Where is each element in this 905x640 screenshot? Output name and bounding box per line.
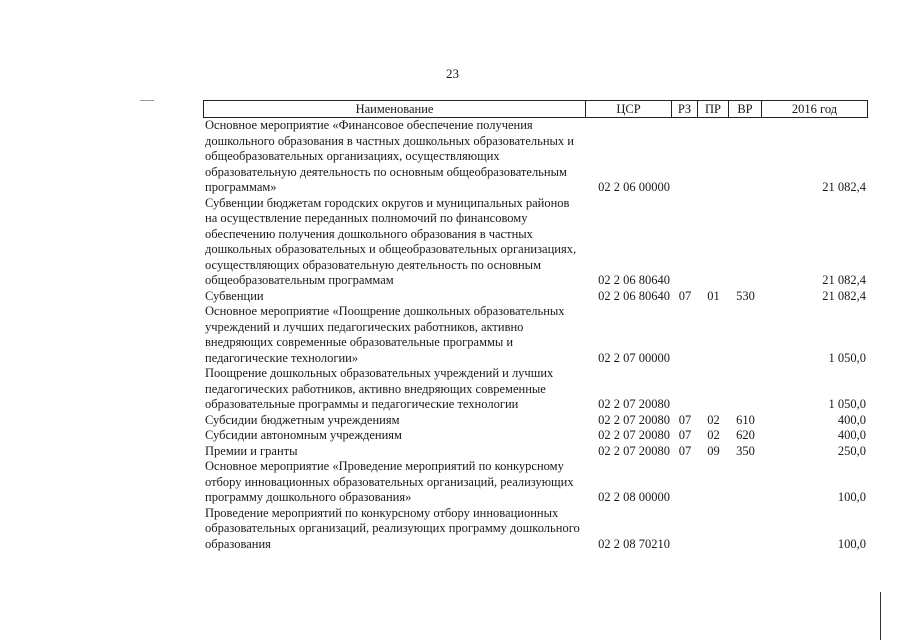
row-name: Субсидии автономным учреждениям bbox=[205, 428, 402, 442]
page-number: 23 bbox=[446, 66, 459, 81]
row-amount: 1 050,0 bbox=[828, 397, 866, 411]
row-name: Основное мероприятие «Финансовое обеспечение получения дошкольного образования в частных дошкольных образовательных и общеобразовательных организациях, осуществляющих образовательную деятельность по основным общеобразовательным программам» bbox=[205, 118, 574, 194]
row-rz: 07 bbox=[678, 412, 692, 427]
row-amount: 1 050,0 bbox=[828, 350, 866, 365]
row-rz: 07 bbox=[678, 443, 692, 458]
row-rz: 07 bbox=[678, 428, 692, 442]
row-name: Субвенции бюджетам городских округов и муниципальных районов на осуществление переданных полномочий по финансовому обеспечению получения дошкольного образования в частных дошкольных образовательных и общеобразовательных организациях, осуществляющих образовательную деятельность по основным общеобразовательным программам bbox=[205, 195, 577, 287]
row-vr: 350 bbox=[736, 443, 755, 458]
row-name: Проведение мероприятий по конкурсному отбору инновационных образовательных организаций, реализующих программу дошкольного образования bbox=[205, 505, 580, 551]
row-amount: 400,0 bbox=[837, 428, 866, 442]
row-csr: 02 2 07 20080 bbox=[598, 412, 670, 427]
row-amount: 100,0 bbox=[837, 490, 866, 504]
row-csr: 02 2 07 20080 bbox=[598, 443, 670, 458]
row-pr: 02 bbox=[707, 412, 720, 427]
row-vr: 620 bbox=[736, 428, 755, 442]
row-amount: 400,0 bbox=[837, 412, 866, 427]
row-csr: 02 2 07 20080 bbox=[598, 397, 670, 411]
page-edge-line bbox=[880, 592, 881, 640]
row-name: Субсидии бюджетным учреждениям bbox=[205, 412, 400, 427]
row-csr: 02 2 07 20080 bbox=[598, 428, 670, 442]
header-rz: РЗ bbox=[672, 100, 698, 118]
header-vr: ВР bbox=[729, 100, 762, 118]
header-name: Наименование bbox=[203, 100, 586, 118]
row-pr: 09 bbox=[707, 443, 720, 458]
row-amount: 250,0 bbox=[837, 443, 866, 458]
row-name: Основное мероприятие «Проведение мероприятий по конкурсному отбору инновационных образовательных организаций, реализующих программу дошкольного образования» bbox=[205, 459, 574, 504]
budget-table bbox=[203, 100, 868, 552]
row-csr: 02 2 06 80640 bbox=[598, 273, 670, 287]
row-name: Субвенции bbox=[205, 288, 264, 303]
row-csr: 02 2 07 00000 bbox=[598, 350, 670, 365]
row-pr: 01 bbox=[707, 288, 720, 303]
row-name: Поощрение дошкольных образовательных учреждений и лучших педагогических работников, активно внедряющих современные образовательные программы и педагогические технологии bbox=[205, 366, 554, 411]
row-csr: 02 2 08 70210 bbox=[598, 536, 670, 551]
row-csr: 02 2 06 80640 bbox=[598, 288, 670, 303]
margin-tick bbox=[140, 100, 154, 101]
row-amount: 100,0 bbox=[837, 536, 866, 551]
row-name: Основное мероприятие «Поощрение дошкольных образовательных учреждений и лучших педагогических работников, активно внедряющих современные образовательные программы и педагогические технологии» bbox=[205, 304, 565, 365]
row-rz: 07 bbox=[678, 288, 692, 303]
row-vr: 530 bbox=[736, 288, 755, 303]
header-year: 2016 год bbox=[762, 100, 868, 118]
row-csr: 02 2 08 00000 bbox=[598, 490, 670, 504]
row-amount: 21 082,4 bbox=[822, 273, 866, 287]
row-amount: 21 082,4 bbox=[822, 180, 866, 194]
header-pr: ПР bbox=[698, 100, 729, 118]
row-amount: 21 082,4 bbox=[822, 288, 866, 303]
header-csr: ЦСР bbox=[586, 100, 672, 118]
row-pr: 02 bbox=[707, 428, 720, 442]
row-name: Премии и гранты bbox=[205, 443, 298, 458]
row-csr: 02 2 06 00000 bbox=[598, 180, 670, 194]
row-vr: 610 bbox=[736, 412, 755, 427]
